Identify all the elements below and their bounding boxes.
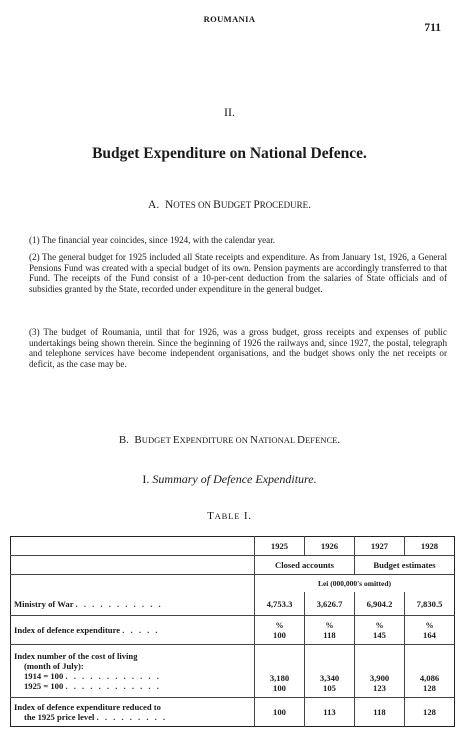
table-label: TABLE I. <box>207 510 252 522</box>
budget-estimates-header: Budget estimates <box>355 555 455 574</box>
section-a-letter: A. <box>148 199 160 211</box>
table-cell: % 118 <box>305 615 355 644</box>
table-row: Index of defence expenditure reduced to the 1925 price level . . . . . . . . . 100 113 118 128 <box>11 697 455 726</box>
page-title: Budget Expenditure on National Defence. <box>92 145 367 162</box>
table-cell: 3,340 105 <box>305 645 355 697</box>
year-header: 1925 <box>255 537 305 556</box>
table-cell: 118 <box>355 697 405 726</box>
page-number: 711 <box>424 22 441 34</box>
table-cell: 3,626.7 <box>305 592 355 615</box>
paragraph-3: (3) The budget of Roumania, until that for 1926, was a gross budget, gross receipts and expenses of public undertakings being shown therein. Since the beginning of 1926 the railways and, since 1927, the postal, telegraph and telephone services have become independent organisations, and the budget shows only the net receipts or deficit, as the case may be. <box>29 327 447 369</box>
table-header-groups <box>11 555 455 574</box>
table-cell: 4,753.3 <box>255 592 305 615</box>
table-header-years <box>11 537 455 556</box>
section-number: II. <box>224 105 235 119</box>
subsection-heading <box>0 472 459 487</box>
subsection-title: Summary of Defence Expenditure. <box>152 472 317 486</box>
table-row: Index number of the cost of living (month of July): 1914 = 100 . . . . . . . . . . . . 1925 = 100 . . . . . . . . . . . . 3,180 100 3,340 105 3,900 123 4,086 128 <box>11 645 455 697</box>
table-cell: % 145 <box>355 615 405 644</box>
year-header: 1928 <box>405 537 455 556</box>
table-cell: 6,904.2 <box>355 592 405 615</box>
table-cell: 128 <box>405 697 455 726</box>
table-cell: 100 <box>255 697 305 726</box>
section-b-letter: B. <box>118 434 129 446</box>
table-unit-note-row <box>11 574 455 592</box>
row-label: Index of defence expenditure <box>14 625 121 636</box>
table-cell: % 164 <box>405 615 455 644</box>
section-b-heading: B. BUDGET EXPENDITURE ON NATIONAL DEFENCE. <box>118 434 341 446</box>
table-cell: % 100 <box>255 615 305 644</box>
table-cell: 3,180 100 <box>255 645 305 697</box>
section-a-heading: A. NOTES ON BUDGET PROCEDURE. <box>148 199 311 211</box>
table-cell: 113 <box>305 697 355 726</box>
defence-expenditure-table <box>10 536 455 727</box>
table-row: Ministry of War . . . . . . . . . . . 4,753.3 3,626.7 6,904.2 7,830.5 <box>11 592 455 615</box>
paragraph-2: (2) The general budget for 1925 included all State receipts and expenditure. As from January 1st, 1926, a General Pensions Fund was created with a special budget of its own. Pension payments are accordingly transferred to that Fund. The receipts of the Fund consist of a 10-per-cent deduction from the salaries of State officials and of subsidies granted by the State, recorded under expenditure in the general budget. <box>29 252 447 294</box>
paragraph-1: (1) The financial year coincides, since 1924, with the calendar year. <box>29 235 276 245</box>
year-header: 1926 <box>305 537 355 556</box>
table-cell: 3,900 123 <box>355 645 405 697</box>
unit-note: Lei (000,000's omitted) <box>255 574 455 592</box>
year-header: 1927 <box>355 537 405 556</box>
table-cell: 7,830.5 <box>405 592 455 615</box>
table-cell: 4,086 128 <box>405 645 455 697</box>
subsection-number: I. <box>142 472 150 486</box>
row-label: Ministry of War <box>14 598 74 609</box>
running-head: ROUMANIA <box>203 14 256 24</box>
closed-accounts-header: Closed accounts <box>255 555 355 574</box>
table-row: Index of defence expenditure . . . . . % 100 % 118 % 145 % 164 <box>11 615 455 644</box>
